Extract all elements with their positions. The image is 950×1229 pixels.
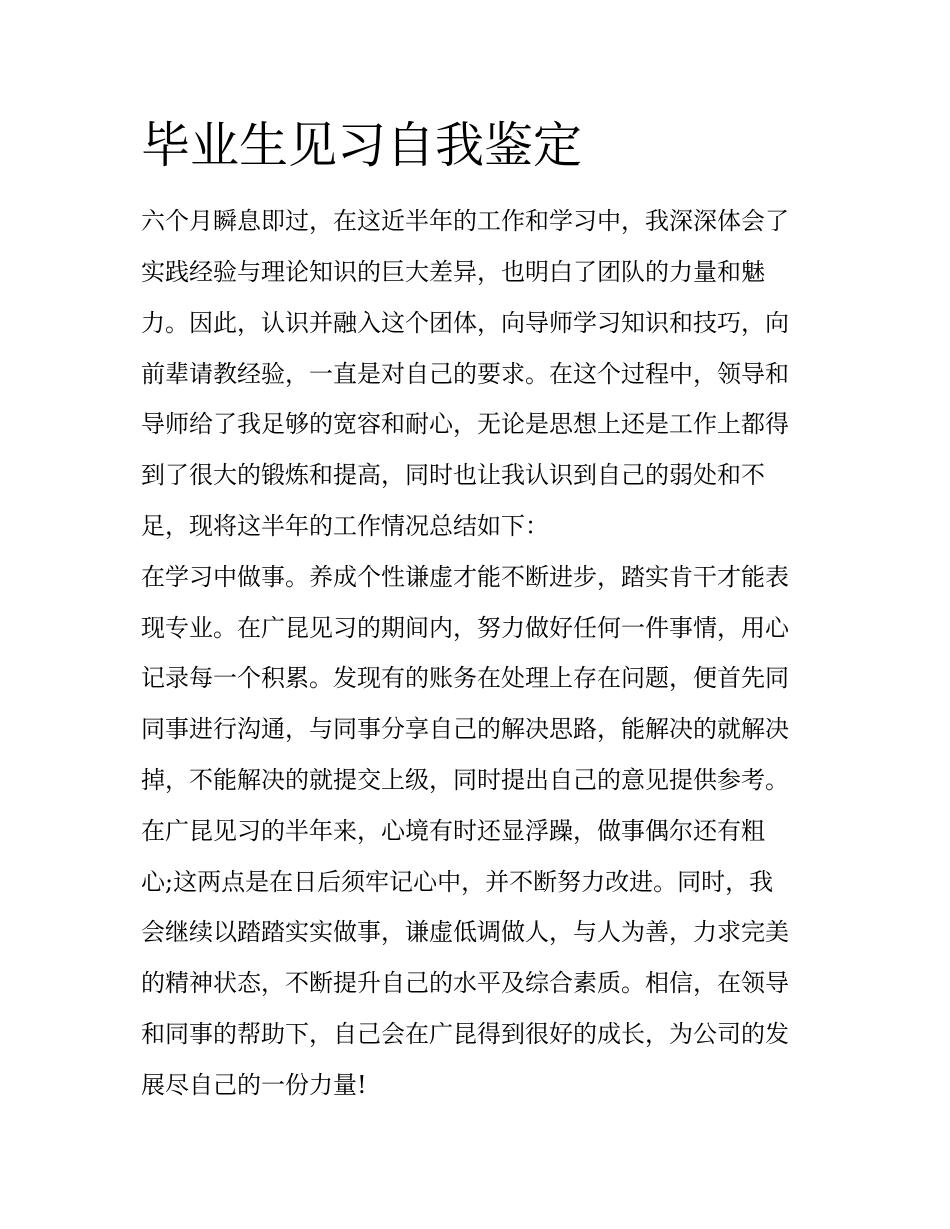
- body-line: 的精神状态，不断提升自己的水平及综合素质。相信，在领导: [141, 969, 789, 997]
- body-line: 展尽自己的一份力量!: [141, 1071, 367, 1099]
- body-line: 掉，不能解决的就提交上级，同时提出自己的意见提供参考。: [141, 766, 789, 794]
- body-line: 足，现将这半年的工作情况总结如下：: [141, 512, 549, 540]
- body-line: 实践经验与理论知识的巨大差异，也明白了团队的力量和魅: [141, 258, 765, 286]
- body-line: 现专业。在广昆见习的期间内，努力做好任何一件事情，用心: [141, 614, 789, 642]
- body-line: 同事进行沟通，与同事分享自己的解决思路，能解决的就解决: [141, 715, 789, 743]
- body-line: 到了很大的锻炼和提高，同时也让我认识到自己的弱处和不: [141, 461, 765, 489]
- body-line: 和同事的帮助下，自己会在广昆得到很好的成长，为公司的发: [141, 1020, 789, 1048]
- document-title: 毕业生见习自我鉴定: [141, 117, 583, 174]
- body-line: 心;这两点是在日后须牢记心中，并不断努力改进。同时，我: [141, 868, 774, 896]
- body-line: 导师给了我足够的宽容和耐心，无论是思想上还是工作上都得: [141, 410, 789, 438]
- body-line: 力。因此，认识并融入这个团体，向导师学习知识和技巧，向: [141, 309, 789, 337]
- body-line: 会继续以踏踏实实做事，谦虚低调做人，与人为善，力求完美: [141, 918, 789, 946]
- body-line: 六个月瞬息即过，在这近半年的工作和学习中，我深深体会了: [141, 207, 789, 235]
- body-line: 在学习中做事。养成个性谦虚才能不断进步，踏实肯干才能表: [141, 563, 789, 591]
- body-line: 前辈请教经验，一直是对自己的要求。在这个过程中，领导和: [141, 360, 789, 388]
- body-line: 记录每一个积累。发现有的账务在处理上存在问题，便首先同: [141, 664, 789, 692]
- body-line: 在广昆见习的半年来，心境有时还显浮躁，做事偶尔还有粗: [141, 817, 765, 845]
